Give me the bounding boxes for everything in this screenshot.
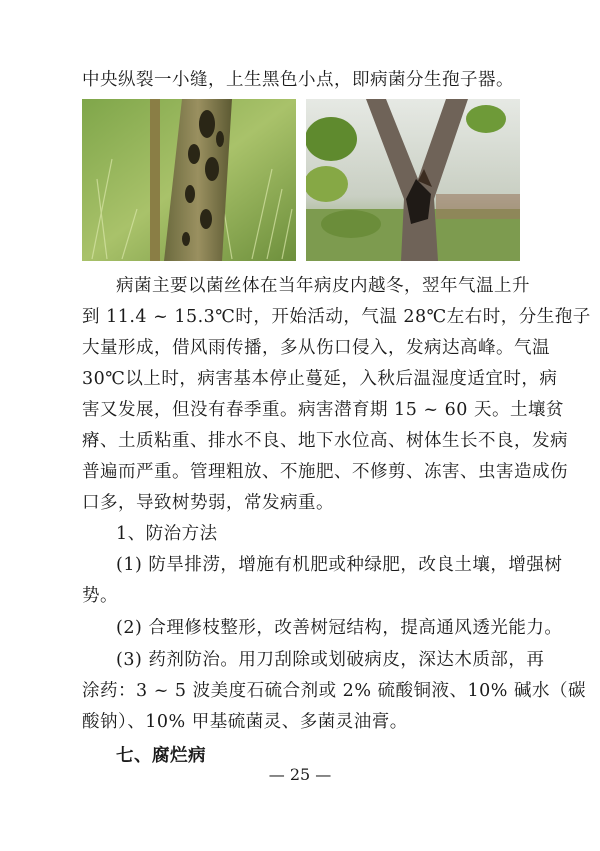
text-line: (1) 防旱排涝，增施有机肥或种绿肥，改良土壤，增强树 <box>116 555 563 575</box>
text-line: 到 11.4 ~ 15.3℃时，开始活动，气温 28℃左右时，分生孢子 <box>82 307 591 327</box>
text-line: 涂药：3 ~ 5 波美度石硫合剂或 2% 硫酸铜液、10% 碱水（碳 <box>82 681 586 701</box>
text-line: 30℃以上时，病害基本停止蔓延，入秋后温湿度适宜时，病 <box>82 369 558 389</box>
text-line: 势。 <box>82 586 118 606</box>
trunk-canker-photo-left <box>82 99 296 261</box>
text-line: (2) 合理修枝整形，改善树冠结构，提高通风透光能力。 <box>116 618 563 638</box>
text-line: (3) 药剂防治。用刀刮除或划破病皮，深达木质部，再 <box>116 650 545 670</box>
text-line: 中央纵裂一小缝，上生黑色小点，即病菌分生孢子器。 <box>82 70 514 90</box>
text-line: 口多，导致树势弱，常发病重。 <box>82 493 334 513</box>
section-heading: 七、腐烂病 <box>116 746 206 766</box>
branch-canker-photo-right <box>306 99 520 261</box>
text-line: 酸钠）、10% 甲基硫菌灵、多菌灵油膏。 <box>82 712 408 732</box>
section-subheading: 1、防治方法 <box>116 524 218 544</box>
text-line: 大量形成，借风雨传播，多从伤口侵入，发病达高峰。气温 <box>82 338 550 358</box>
text-line: 病菌主要以菌丝体在当年病皮内越冬，翌年气温上升 <box>116 276 530 296</box>
text-line: 瘠、土质粘重、排水不良、地下水位高、树体生长不良，发病 <box>82 431 568 451</box>
text-line: 害又发展，但没有春季重。病害潜育期 15 ~ 60 天。土壤贫 <box>82 400 564 420</box>
page-number: — 25 — <box>268 765 332 784</box>
text-line: 普遍而严重。管理粗放、不施肥、不修剪、冻害、虫害造成伤 <box>82 462 568 482</box>
